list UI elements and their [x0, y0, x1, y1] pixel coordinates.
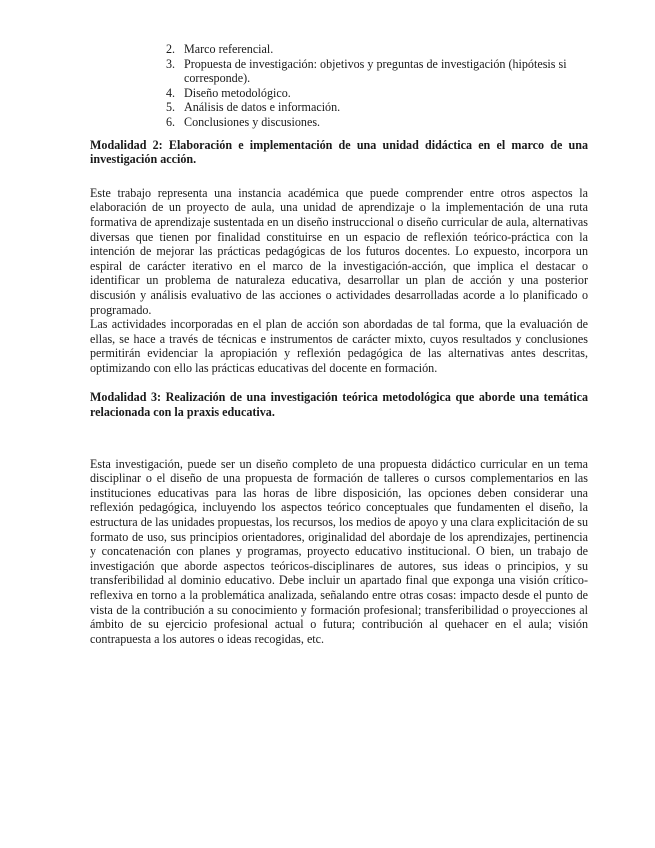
list-item	[166, 56, 588, 86]
list-item-text: Diseño metodológico.	[184, 85, 291, 100]
list-item-text: Marco referencial.	[184, 42, 274, 56]
modalidad-2-paragraph-2: Las actividades incorporadas en el plan de acción son abordadas de tal forma, que la evaluación de ellas, se hace a través de técnicas e instrumentos de carácter mixto, cuyos resultados y conclusiones permitirán evidenciar la apropiación y reflexión pedagógica de las alternativas antes descritas, optimizando con ello las prácticas educativas del docente en formación.	[90, 317, 588, 375]
list-item-number: 2.	[166, 42, 176, 56]
list-item-number: 3.	[166, 56, 176, 71]
numbered-list	[90, 42, 588, 130]
modalidad-3-paragraph-1: Esta investigación, puede ser un diseño completo de una propuesta didáctico curricular en un tema disciplinar o el diseño de una propuesta de formación de talleres o cursos complementarios en las instituciones educativas para las horas de libre disposición, las opciones deben considerar una reflexión pedagógica, incluyendo los aspectos teórico conceptuales que fundamenten el diseño, la estructura de las unidades propuestas, los recursos, los medios de apoyo y una clara explicitación de su formato de uso, sus principios orientadores, originalidad del abordaje de los aprendizajes, pertinencia y concatenación con planes y programas, proyecto educativo institucional. O bien, un trabajo de investigación que aborde aspectos teóricos-disciplinares de autores, sus ideas o principios, y su transferibilidad al dominio educativo. Debe incluir un apartado final que exponga una visión crítico-reflexiva en torno a la problemática analizada, señalando entre otras cosas: impacto desde el punto de vista de la contribución a su conocimiento y formación profesional; transferibilidad o proyecciones al ámbito de su ejercicio profesional actual o futura; contribución al quehacer en el aula; visión contrapuesta a los autores o ideas recogidas, etc.	[90, 456, 588, 646]
modalidad-2-paragraph-1: Este trabajo representa una instancia académica que puede comprender entre otros aspectos la elaboración de un proyecto de aula, una unidad de aprendizaje o la implementación de una ruta formativa de aprendizaje sustentada en un diseño instruccional o diseño curricular de aula, alternativas diversas que tienen por finalidad constituirse en un espacio de reflexión teórico-práctica con la intención de mejorar las prácticas pedagógicas de los futuros docentes. Lo expuesto, incorpora un espiral de carácter iterativo en el marco de la investigación-acción, que implica el destacar o identificar un problema de naturaleza educativa, desarrollar un plan de acción y una posterior discusión y análisis evaluativo de las acciones o actividades desarrolladas acorde a lo planificado o programado.	[90, 185, 588, 317]
list-item-number: 5.	[166, 100, 176, 115]
modalidad-2-heading: Modalidad 2: Elaboración e implementación de una unidad didáctica en el marco de una investigación acción.	[90, 137, 588, 167]
list-item-text: Análisis de datos e información.	[184, 100, 341, 115]
list-item	[166, 85, 588, 101]
list-item	[166, 100, 588, 115]
document-page	[90, 42, 588, 646]
modalidad-3-heading: Modalidad 3: Realización de una investigación teórica metodológica que aborde una temática relacionada con la praxis educativa.	[90, 390, 588, 420]
list-item-text: Propuesta de investigación: objetivos y preguntas de investigación (hipótesis si corresponde).	[184, 56, 567, 86]
list-item-number: 6.	[166, 114, 176, 129]
list-item	[166, 42, 588, 57]
list-item-text: Conclusiones y discusiones.	[184, 114, 321, 129]
list-item-number: 4.	[166, 85, 176, 100]
spacer	[90, 167, 588, 186]
spacer	[90, 420, 588, 457]
list-item	[166, 114, 588, 130]
spacer	[90, 375, 588, 390]
